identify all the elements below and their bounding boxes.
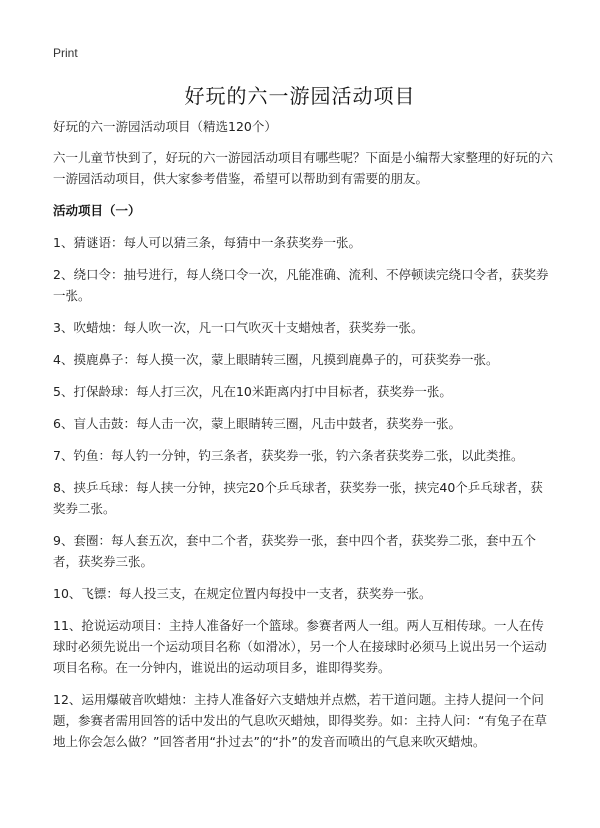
list-item: 8、挟乒乓球：每人挟一分钟，挟完20个乒乓球者，获奖券一张，挟完40个乒乓球者，获奖券二张。 (53, 480, 543, 516)
intro-paragraph: 六一儿童节快到了，好玩的六一游园活动项目有哪些呢？下面是小编帮大家整理的好玩的六一游园活动项目，供大家参考借鉴，希望可以帮助到有需要的朋友。 (53, 150, 554, 186)
article-body (53, 116, 553, 763)
list-item: 3、吹蜡烛：每人吹一次，凡一口气吹灭十支蜡烛者，获奖券一张。 (53, 320, 424, 335)
list-item: 5、打保龄球：每人打三次，凡在10米距离内打中目标者，获奖券一张。 (53, 384, 452, 399)
list-item: 10、飞镖：每人投三支，在规定位置内每投中一支者，获奖券一张。 (53, 586, 432, 601)
section-heading: 活动项目（一） (53, 203, 141, 218)
list-item: 6、盲人击鼓：每人击一次，蒙上眼睛转三圈，凡击中鼓者，获奖券一张。 (53, 416, 461, 431)
list-item: 12、运用爆破音吹蜡烛：主持人准备好六支蜡烛并点燃，若干道问题。主持人提问一个问题，参赛者需用回答的话中发出的气息吹灭蜡烛，即得奖券。如：主持人问：“有兔子在草地上你会怎么做？”回答者用“扑过去”的“扑”的发音而喷出的气息来吹灭蜡烛。 (53, 692, 547, 749)
print-link[interactable]: Print (53, 46, 78, 60)
list-item: 11、抢说运动项目：主持人准备好一个篮球。参赛者两人一组。两人互相传球。一人在传球时必须先说出一个运动项目名称（如滑冰），另一个人在接球时必须马上说出另一个运动项目名称。在一分钟内，谁说出的运动项目多，谁即得奖券。 (53, 618, 547, 675)
list-item: 4、摸鹿鼻子：每人摸一次，蒙上眼睛转三圈，凡摸到鹿鼻子的，可获奖券一张。 (53, 352, 499, 367)
list-item: 1、猜谜语：每人可以猜三条，每猜中一条获奖券一张。 (53, 235, 361, 250)
list-item: 7、钓鱼：每人钓一分钟，钓三条者，获奖券一张，钓六条者获奖券二张，以此类推。 (53, 448, 524, 463)
list-item: 2、绕口令：抽号进行，每人绕口令一次，凡能准确、流利、不停顿读完绕口令者，获奖券一张。 (53, 267, 549, 303)
article-subtitle: 好玩的六一游园活动项目（精选120个） (53, 119, 277, 134)
page-title: 好玩的六一游园活动项目 (184, 84, 416, 108)
list-item: 9、套圈：每人套五次，套中二个者，获奖券一张，套中四个者，获奖券二张，套中五个者，获奖券三张。 (53, 533, 536, 569)
